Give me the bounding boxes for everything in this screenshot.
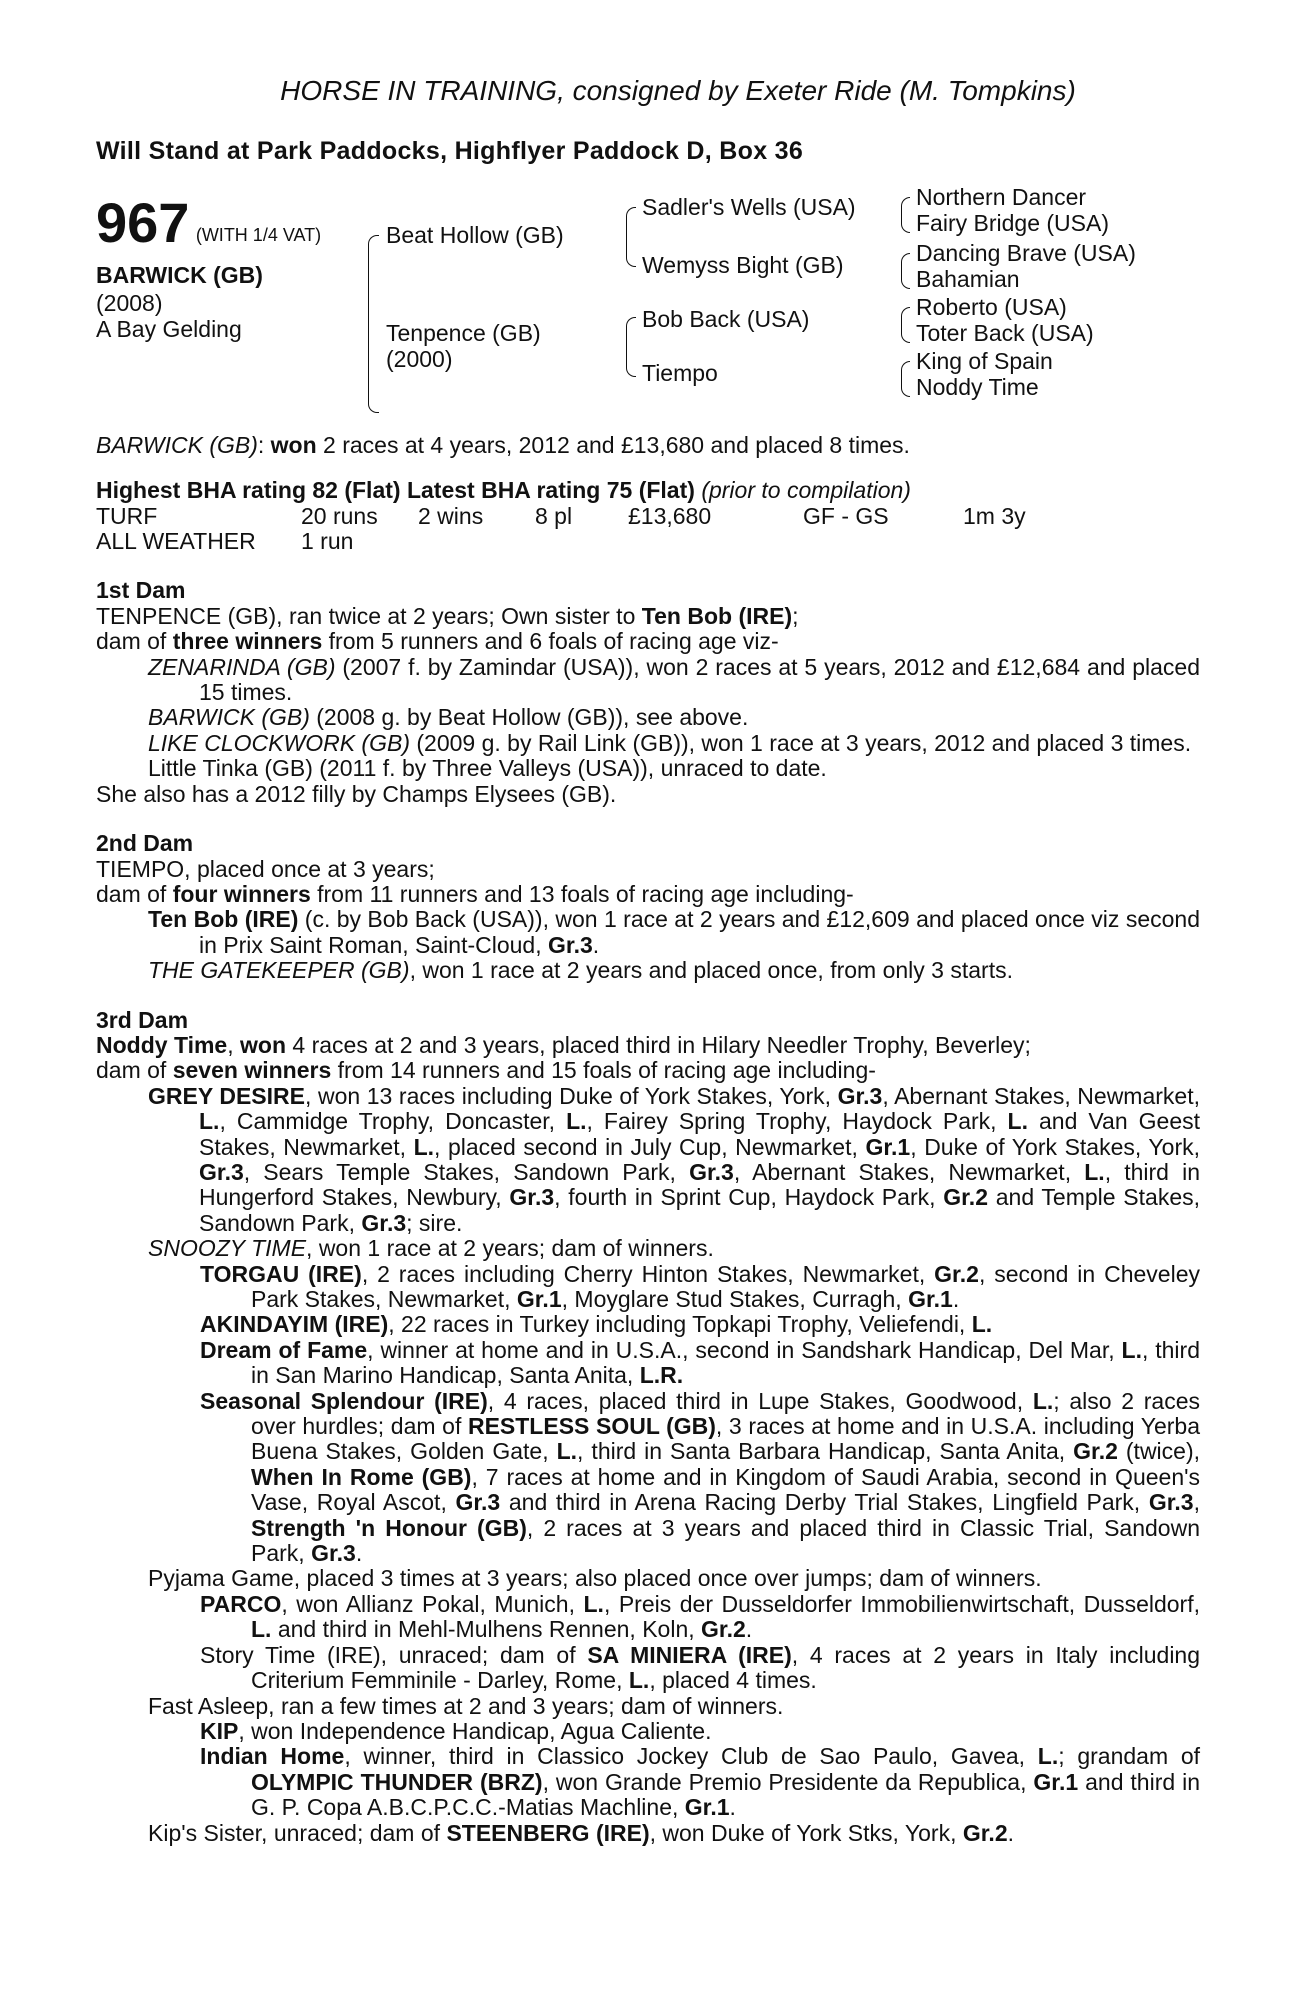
second-dam-heading: 2nd Dam — [96, 830, 194, 857]
produce-entry: Pyjama Game, placed 3 times at 3 years; also placed once over jumps; dam of winners. — [148, 1565, 1042, 1592]
brace-4c — [901, 307, 910, 343]
sire-line-brace — [626, 207, 636, 267]
all-weather-record: ALL WEATHER 1 run — [96, 528, 354, 555]
page-title: HORSE IN TRAINING, consigned by Exeter Ride (M. Tompkins) — [280, 75, 1076, 106]
rating-block — [96, 478, 1200, 554]
pedigree-sire-sire: Sadler's Wells (USA) — [642, 193, 856, 220]
pedigree-4th-gen-5: Roberto (USA) — [916, 293, 1067, 320]
produce-entry: Dream of Fame, winner at home and in U.S.A., second in Sandshark Handicap, Del Mar, L., third in San Marino Handicap, Santa Anita, L.R. — [200, 1336, 1200, 1389]
pedigree-4th-gen-6: Toter Back (USA) — [916, 319, 1094, 346]
pedigree-dam-year: (2000) — [386, 345, 453, 372]
second-dam-produce-line: dam of four winners from 11 runners and 13 foals of racing age including- — [96, 880, 854, 907]
vat-note: (WITH 1/4 VAT) — [195, 225, 322, 246]
produce-entry: PARCO, won Allianz Pokal, Munich, L., Preis der Dusseldorfer Immobilienwirtschaft, Dusseldorf, L. and third in Mehl-Mulhens Rennen, Koln, Gr.2. — [200, 1590, 1201, 1643]
stand-location: Will Stand at Park Paddocks, Highflyer Paddock D, Box 36 — [96, 137, 804, 166]
pedigree-4th-gen-8: Noddy Time — [916, 373, 1039, 400]
horse-description: A Bay Gelding — [96, 315, 242, 342]
produce-note: She also has a 2012 filly by Champs Elysees (GB). — [96, 780, 617, 807]
produce-entry: Little Tinka (GB) (2011 f. by Three Valleys (USA)), unraced to date. — [148, 755, 827, 782]
third-dam-heading: 3rd Dam — [96, 1006, 189, 1033]
second-dam-line: TIEMPO, placed once at 3 years; — [96, 855, 435, 882]
produce-entry: Kip's Sister, unraced; dam of STEENBERG (IRE), won Duke of York Stks, York, Gr.2. — [148, 1819, 1015, 1846]
produce-entry: Ten Bob (IRE) (c. by Bob Back (USA)), won 1 race at 2 years and £12,609 and placed once viz second in Prix Saint Roman, Saint-Cloud, Gr.3. — [148, 906, 1200, 958]
produce-entry: SNOOZY TIME, won 1 race at 2 years; dam of winners. — [148, 1235, 714, 1262]
pedigree-dam-dam: Tiempo — [642, 359, 718, 386]
pedigree-4th-gen-3: Dancing Brave (USA) — [916, 239, 1136, 266]
turf-record: TURF 20 runs 2 wins 8 pl £13,680 GF - GS 1m 3y — [96, 502, 1026, 529]
third-dam-produce-line: dam of seven winners from 14 runners and 15 foals of racing age including- — [96, 1057, 876, 1084]
race-summary: BARWICK (GB): won 2 races at 4 years, 2012 and £13,680 and placed 8 times. — [96, 431, 910, 458]
horse-year: (2008) — [96, 289, 163, 316]
produce-entry: Indian Home, winner, third in Classico Jockey Club de Sao Paulo, Gavea, L.; grandam of OLYMPIC THUNDER (BRZ), won Grande Premio Presidente da Republica, Gr.1 and third in G. P. Copa A.B.C.P.C.C.-Matias Machline, Gr.1. — [200, 1743, 1201, 1821]
brace-4a — [901, 197, 910, 233]
produce-entry: Seasonal Splendour (IRE), 4 races, placed third in Lupe Stakes, Goodwood, L.; also 2 races over hurdles; dam of RESTLESS SOUL (GB), 3 races at home and in U.S.A. including Yerba Buena Stakes, Golden Gate, L., third in Santa Barbara Handicap, Santa Anita, Gr.2 (twice), When In Rome (GB), 7 races at home and in Kingdom of Saudi Arabia, second in Queen's Vase, Royal Ascot, Gr.3 and third in Arena Racing Derby Trial Stakes, Lingfield Park, Gr.3, Strength 'n Honour (GB), 2 races at 3 years and placed third in Classic Trial, Sandown Park, Gr.3. — [200, 1387, 1201, 1567]
first-dam-heading: 1st Dam — [96, 577, 186, 604]
produce-entry: TORGAU (IRE), 2 races including Cherry Hinton Stakes, Newmarket, Gr.2, second in Cheveley Park Stakes, Newmarket, Gr.1, Moyglare Stud Stakes, Curragh, Gr.1. — [200, 1260, 1200, 1312]
lot-heading — [96, 190, 322, 254]
brace-4d — [901, 361, 910, 397]
pedigree-4th-gen-2: Fairy Bridge (USA) — [916, 209, 1109, 236]
produce-entry: THE GATEKEEPER (GB), won 1 race at 2 years and placed once, from only 3 starts. — [148, 957, 1013, 984]
produce-entry: Story Time (IRE), unraced; dam of SA MINIERA (IRE), 4 races at 2 years in Italy including Criterium Femminile - Darley, Rome, L., placed 4 times. — [200, 1641, 1201, 1694]
produce-entry: LIKE CLOCKWORK (GB) (2009 g. by Rail Link (GB)), won 1 race at 3 years, 2012 and placed 3 times. — [148, 729, 1192, 756]
pedigree-4th-gen-7: King of Spain — [916, 347, 1053, 374]
produce-entry: KIP, won Independence Handicap, Agua Caliente. — [200, 1717, 712, 1744]
produce-entry: ZENARINDA (GB) (2007 f. by Zamindar (USA)), won 2 races at 5 years, 2012 and £12,684 and placed 15 times. — [148, 653, 1200, 706]
produce-entry: Fast Asleep, ran a few times at 2 and 3 years; dam of winners. — [148, 1692, 784, 1719]
pedigree-sire: Beat Hollow (GB) — [386, 221, 564, 248]
produce-entry: AKINDAYIM (IRE), 22 races in Turkey including Topkapi Trophy, Veliefendi, L. — [200, 1311, 993, 1338]
first-dam-produce-line: dam of three winners from 5 runners and 6 foals of racing age viz- — [96, 628, 779, 655]
sire-dam-brace — [368, 235, 379, 413]
bha-rating: Highest BHA rating 82 (Flat) Latest BHA rating 75 (Flat) (prior to compilation) — [96, 477, 911, 504]
catalogue-page — [96, 75, 1201, 1846]
horse-name: BARWICK (GB) — [96, 261, 263, 288]
produce-entry: BARWICK (GB) (2008 g. by Beat Hollow (GB)), see above. — [148, 704, 749, 731]
third-dam-line: Noddy Time, won 4 races at 2 and 3 years, placed third in Hilary Needler Trophy, Beverley; — [96, 1031, 1031, 1058]
produce-entry: GREY DESIRE, won 13 races including Duke of York Stakes, York, Gr.3, Abernant Stakes, Newmarket, L., Cammidge Trophy, Doncaster, L., Fairey Spring Trophy, Haydock Park, L. and Van Geest Stakes, Newmarket, L., placed second in July Cup, Newmarket, Gr.1, Duke of York Stakes, York, Gr.3, Sears Temple Stakes, Sandown Park, Gr.3, Abernant Stakes, Newmarket, L., third in Hungerford Stakes, Newbury, Gr.3, fourth in Sprint Cup, Haydock Park, Gr.2 and Temple Stakes, Sandown Park, Gr.3; sire. — [148, 1082, 1200, 1236]
first-dam-line: TENPENCE (GB), ran twice at 2 years; Own sister to Ten Bob (IRE); — [96, 602, 799, 629]
pedigree-dam: Tenpence (GB) — [386, 319, 541, 346]
pedigree-block — [96, 183, 1200, 433]
lot-number: 967 — [96, 190, 190, 254]
dam-line-brace — [626, 317, 636, 377]
pedigree-4th-gen-4: Bahamian — [916, 265, 1020, 292]
pedigree-dam-sire: Bob Back (USA) — [642, 305, 810, 332]
pedigree-4th-gen-1: Northern Dancer — [916, 183, 1087, 210]
brace-4b — [901, 253, 910, 289]
pedigree-sire-dam: Wemyss Bight (GB) — [642, 251, 844, 278]
